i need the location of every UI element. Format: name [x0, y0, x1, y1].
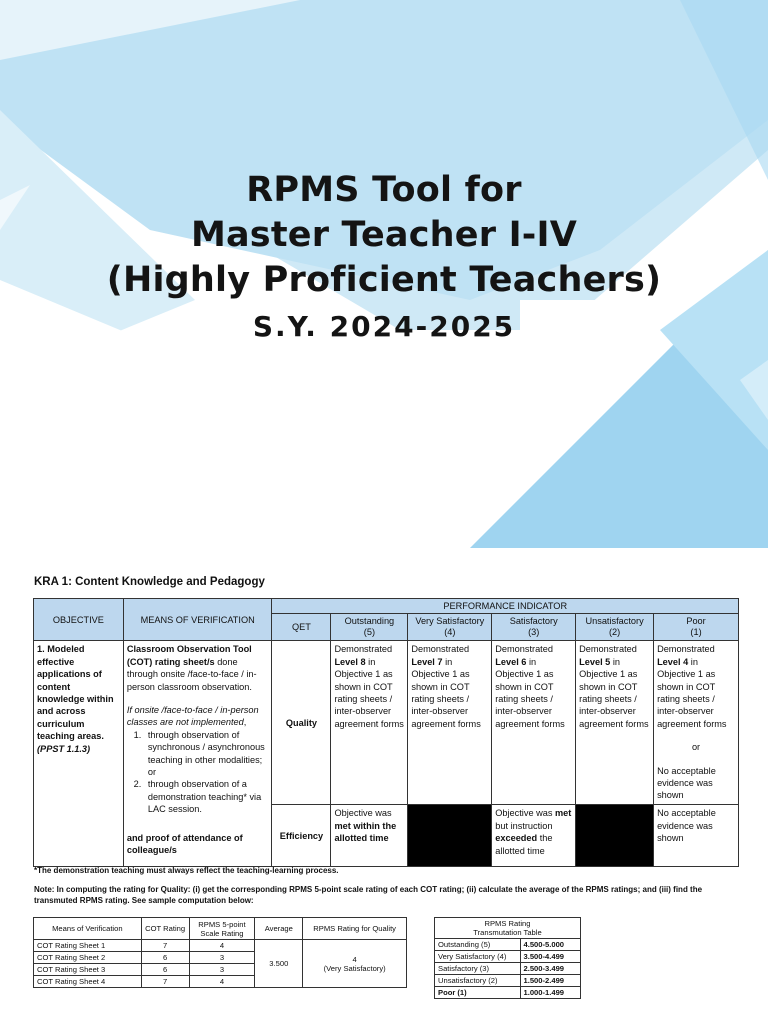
means-list-item: 1. through observation of synchronous / asynchronous teaching in other modalities; or [144, 729, 269, 779]
header-poor: Poor (1) [654, 614, 739, 641]
trans-label: Outstanding (5) [435, 939, 521, 951]
trans-label: Poor (1) [435, 987, 521, 999]
sample-mov: COT Rating Sheet 1 [34, 940, 142, 952]
header-objective: OBJECTIVE [34, 599, 124, 641]
transmutation-title: RPMS Rating Transmutation Table [435, 918, 581, 939]
efficiency-unsatisfactory-blank [576, 805, 654, 867]
efficiency-satisfactory: Objective was met but instruction exceeded the allotted time [492, 805, 576, 867]
means-list-item: 2. through observation of a demonstration teaching* via LAC session. [144, 778, 269, 815]
quality-poor: Demonstrated Level 4 in Objective 1 as shown in COT rating sheets / inter-observer agreement forms or No acceptable evidence was shown [654, 641, 739, 805]
computation-note: Note: In computing the rating for Quality: (i) get the corresponding RPMS 5-point scale rating of each COT rating; (ii) calculate the average of the RPMS ratings; and (iii) find the transmuted RPMS rating. See sample computation below: [34, 885, 703, 905]
sample-cot: 7 [141, 976, 189, 988]
sample-cot: 7 [141, 940, 189, 952]
objective-cell [34, 641, 124, 867]
table-row [435, 963, 581, 975]
sample-header-average: Average [255, 918, 303, 940]
table-row [435, 987, 581, 999]
sample-header-quality: RPMS Rating for Quality [303, 918, 407, 940]
transmutation-table [434, 917, 581, 999]
header-means: MEANS OF VERIFICATION [123, 599, 272, 641]
sample-cot: 6 [141, 952, 189, 964]
means-cell [123, 641, 272, 867]
title-line-3: (Highly Proficient Teachers) [106, 260, 662, 300]
table-row [435, 951, 581, 963]
title-line-2: Master Teacher I-IV [190, 215, 578, 255]
table-row [435, 939, 581, 951]
sample-rpms: 3 [189, 952, 255, 964]
header-performance-indicator: PERFORMANCE INDICATOR [272, 599, 739, 614]
trans-range: 1.000-1.499 [520, 987, 581, 999]
trans-range: 3.500-4.499 [520, 951, 581, 963]
quality-unsatisfactory: Demonstrated Level 5 in Objective 1 as shown in COT rating sheets / inter-observer agreement forms [576, 641, 654, 805]
cover-title [0, 168, 768, 347]
objective-ppst: (PPST 1.1.3) [37, 743, 91, 754]
school-year: S.Y. 2024-2025 [252, 310, 516, 343]
table-row [435, 975, 581, 987]
sample-rpms: 4 [189, 940, 255, 952]
trans-label: Satisfactory (3) [435, 963, 521, 975]
sample-quality-rating: 4 (Very Satisfactory) [303, 940, 407, 988]
efficiency-outstanding: Objective was met within the allotted time [331, 805, 408, 867]
sample-mov: COT Rating Sheet 3 [34, 964, 142, 976]
sample-rpms: 3 [189, 964, 255, 976]
objective-text: 1. Modeled effective applications of content knowledge within and across curriculum teaching areas. [37, 644, 114, 742]
sample-header-rpms: RPMS 5-point Scale Rating [189, 918, 255, 940]
sample-rpms: 4 [189, 976, 255, 988]
kra-heading: KRA 1: Content Knowledge and Pedagogy [34, 576, 265, 588]
trans-range: 1.500-2.499 [520, 975, 581, 987]
quality-very-satisfactory: Demonstrated Level 7 in Objective 1 as shown in COT rating sheets / inter-observer agreement forms [408, 641, 492, 805]
qet-efficiency-label: Efficiency [272, 805, 331, 867]
quality-satisfactory: Demonstrated Level 6 in Objective 1 as shown in COT rating sheets / inter-observer agreement forms [492, 641, 576, 805]
means-list [144, 729, 269, 816]
sample-computation-table [33, 917, 407, 988]
sample-cot: 6 [141, 964, 189, 976]
sample-header-cot: COT Rating [141, 918, 189, 940]
table-row [34, 940, 407, 952]
title-line-1: RPMS Tool for [246, 170, 522, 210]
trans-range: 4.500-5.000 [520, 939, 581, 951]
sample-mov: COT Rating Sheet 2 [34, 952, 142, 964]
means-if: If onsite /face-to-face / in-person classes are not implemented, [126, 705, 259, 728]
header-very-satisfactory: Very Satisfactory (4) [408, 614, 492, 641]
sample-mov: COT Rating Sheet 4 [34, 976, 142, 988]
quality-outstanding: Demonstrated Level 8 in Objective 1 as shown in COT rating sheets / inter-observer agreement forms [331, 641, 408, 805]
header-qet: QET [272, 614, 331, 641]
poor-or: or [691, 742, 701, 753]
efficiency-poor: No acceptable evidence was shown [654, 805, 739, 867]
header-outstanding: Outstanding (5) [331, 614, 408, 641]
means-cot: Classroom Observation Tool (COT) rating sheet/s done through onsite /face-to-face / in-person classroom observation. [126, 644, 257, 692]
efficiency-very-satisfactory-blank [408, 805, 492, 867]
rpms-objective-table [33, 598, 739, 867]
trans-label: Very Satisfactory (4) [435, 951, 521, 963]
trans-label: Unsatisfactory (2) [435, 975, 521, 987]
header-unsatisfactory: Unsatisfactory (2) [576, 614, 654, 641]
means-proof: and proof of attendance of colleague/s [126, 832, 243, 856]
qet-quality-label: Quality [272, 641, 331, 805]
footnote: *The demonstration teaching must always reflect the teaching-learning process. [34, 866, 339, 875]
header-satisfactory: Satisfactory (3) [492, 614, 576, 641]
sample-header-mov: Means of Verification [34, 918, 142, 940]
trans-range: 2.500-3.499 [520, 963, 581, 975]
sample-average: 3.500 [255, 940, 303, 988]
poor-no-evidence: No acceptable evidence was shown [657, 765, 716, 801]
